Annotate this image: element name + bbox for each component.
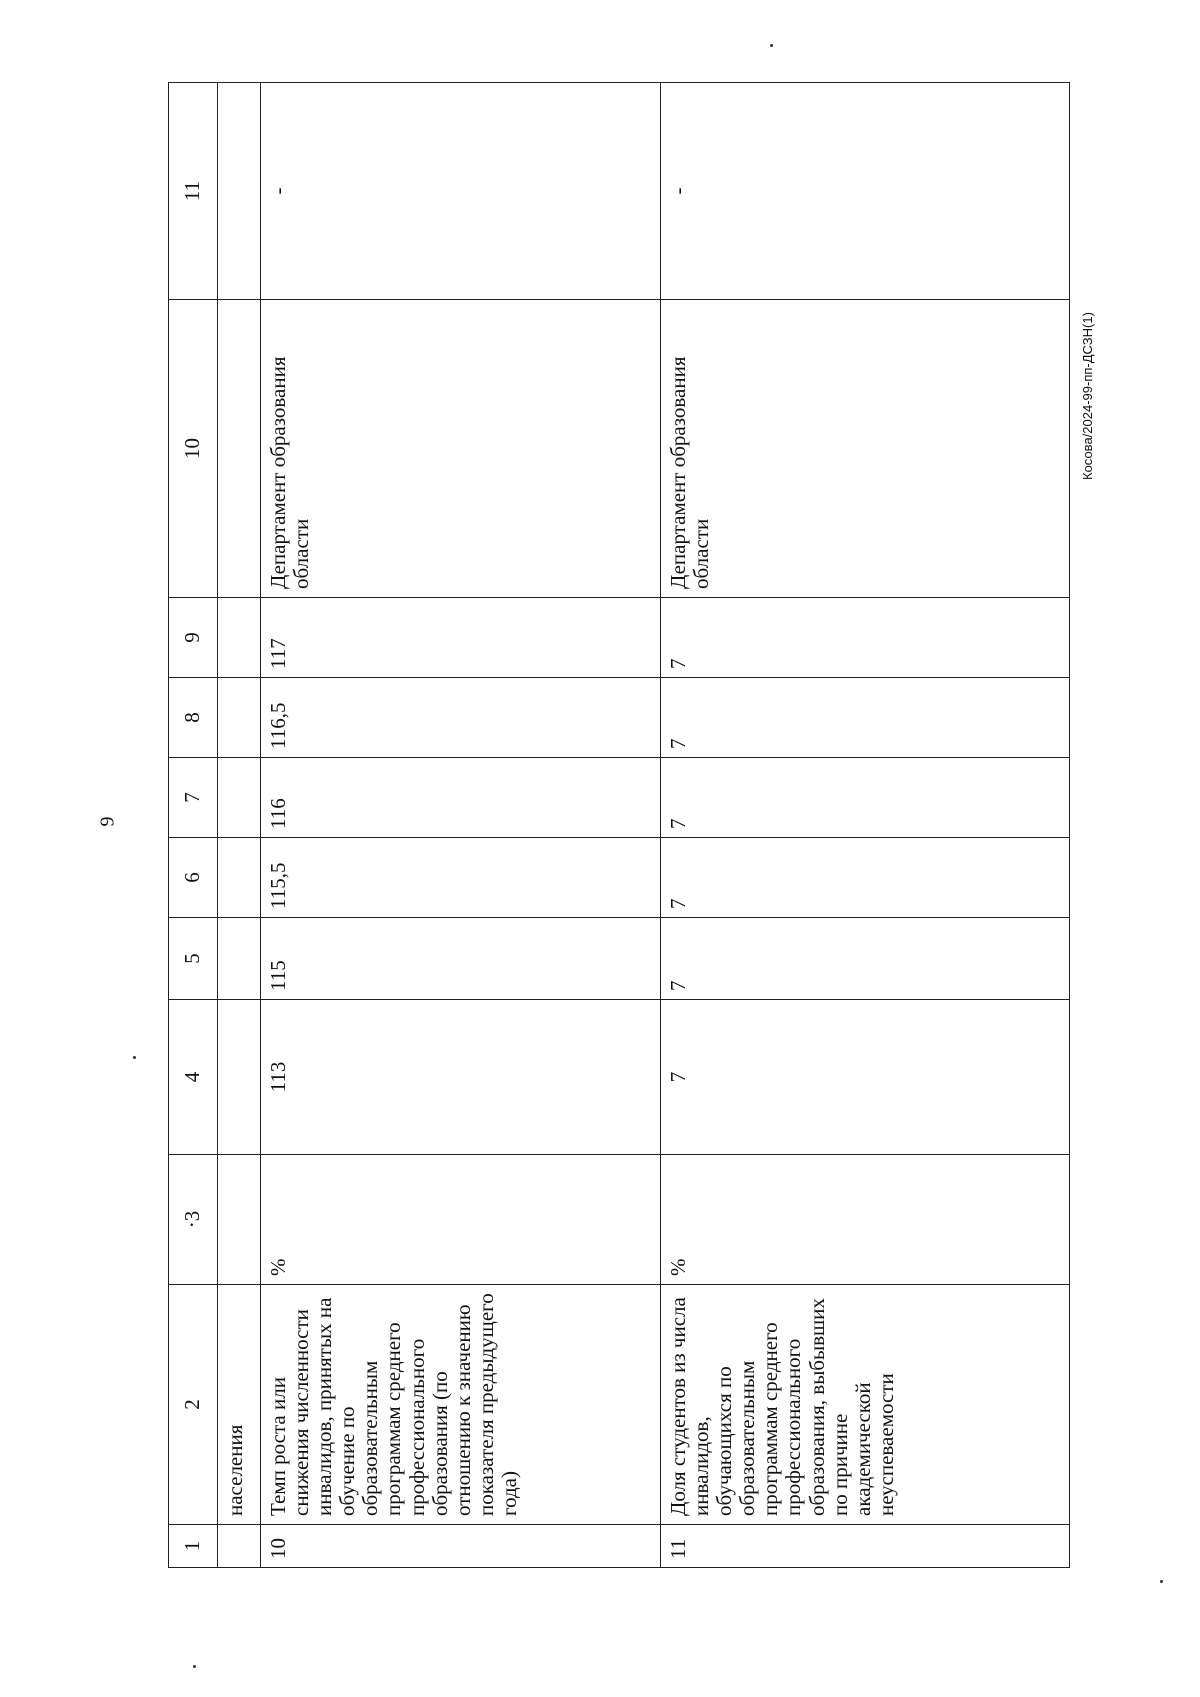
table-row (661, 83, 1070, 1568)
value-cell: 7 (661, 1000, 1070, 1155)
header-cell: 1 (169, 1525, 218, 1568)
header-cell: 4 (169, 1000, 218, 1155)
value-cell: 7 (661, 838, 1070, 918)
table-cell (218, 598, 261, 678)
header-cell: 6 (169, 838, 218, 918)
table-cell (218, 678, 261, 758)
value-cell: 116,5 (261, 678, 661, 758)
header-cell: 10 (169, 300, 218, 598)
value-cell: 7 (661, 758, 1070, 838)
value-cell: 7 (661, 598, 1070, 678)
scan-speck (193, 1665, 196, 1668)
table-cell (218, 758, 261, 838)
header-row (169, 83, 218, 1568)
scan-speck (1160, 1580, 1163, 1583)
header-cell: 7 (169, 758, 218, 838)
rotated-table-wrapper (168, 83, 1070, 1568)
indicators-table (168, 82, 1070, 1568)
value-cell: 7 (661, 678, 1070, 758)
value-cell: 115 (261, 918, 661, 1000)
header-cell: ·3 (169, 1155, 218, 1285)
responsible-cell: Департамент образования области (661, 300, 1070, 598)
header-cell: 8 (169, 678, 218, 758)
table-cell (218, 83, 261, 300)
value-cell: 116 (261, 758, 661, 838)
value-cell: 117 (261, 598, 661, 678)
indicator-name: Темп роста или снижения численности инвалидов, принятых на обучение по образовательным программам среднего профессионального образования (по отношению к значению показателя предыдущего года) (261, 1285, 661, 1525)
table-cell (218, 300, 261, 598)
unit-cell: % (261, 1155, 661, 1285)
table-row (261, 83, 661, 1568)
value-cell: 7 (661, 918, 1070, 1000)
table-cell (218, 1155, 261, 1285)
table-cell (218, 1525, 261, 1568)
header-cell: 11 (169, 83, 218, 300)
continuation-row (218, 83, 261, 1568)
document-code: Косова/2024-99-пп-ДСЗН(1) (1080, 312, 1095, 480)
note-cell: - (261, 83, 661, 300)
responsible-cell: Департамент образования области (261, 300, 661, 598)
continued-name-cell: населения (218, 1285, 261, 1525)
header-cell: 5 (169, 918, 218, 1000)
scan-speck (133, 1056, 136, 1059)
header-cell: 9 (169, 598, 218, 678)
header-cell: 2 (169, 1285, 218, 1525)
value-cell: 113 (261, 1000, 661, 1155)
page-number: 9 (96, 816, 119, 827)
unit-cell: % (661, 1155, 1070, 1285)
table-cell (218, 838, 261, 918)
row-number: 10 (261, 1525, 661, 1568)
table-cell (218, 1000, 261, 1155)
indicator-name: Доля студентов из числа инвалидов, обучающихся по образовательным программам среднего профессионального образования, выбывших по причине академической неуспеваемости (661, 1285, 1070, 1525)
row-number: 11 (661, 1525, 1070, 1568)
value-cell: 115,5 (261, 838, 661, 918)
table-cell (218, 918, 261, 1000)
scan-speck (770, 44, 773, 47)
note-cell: - (661, 83, 1070, 300)
